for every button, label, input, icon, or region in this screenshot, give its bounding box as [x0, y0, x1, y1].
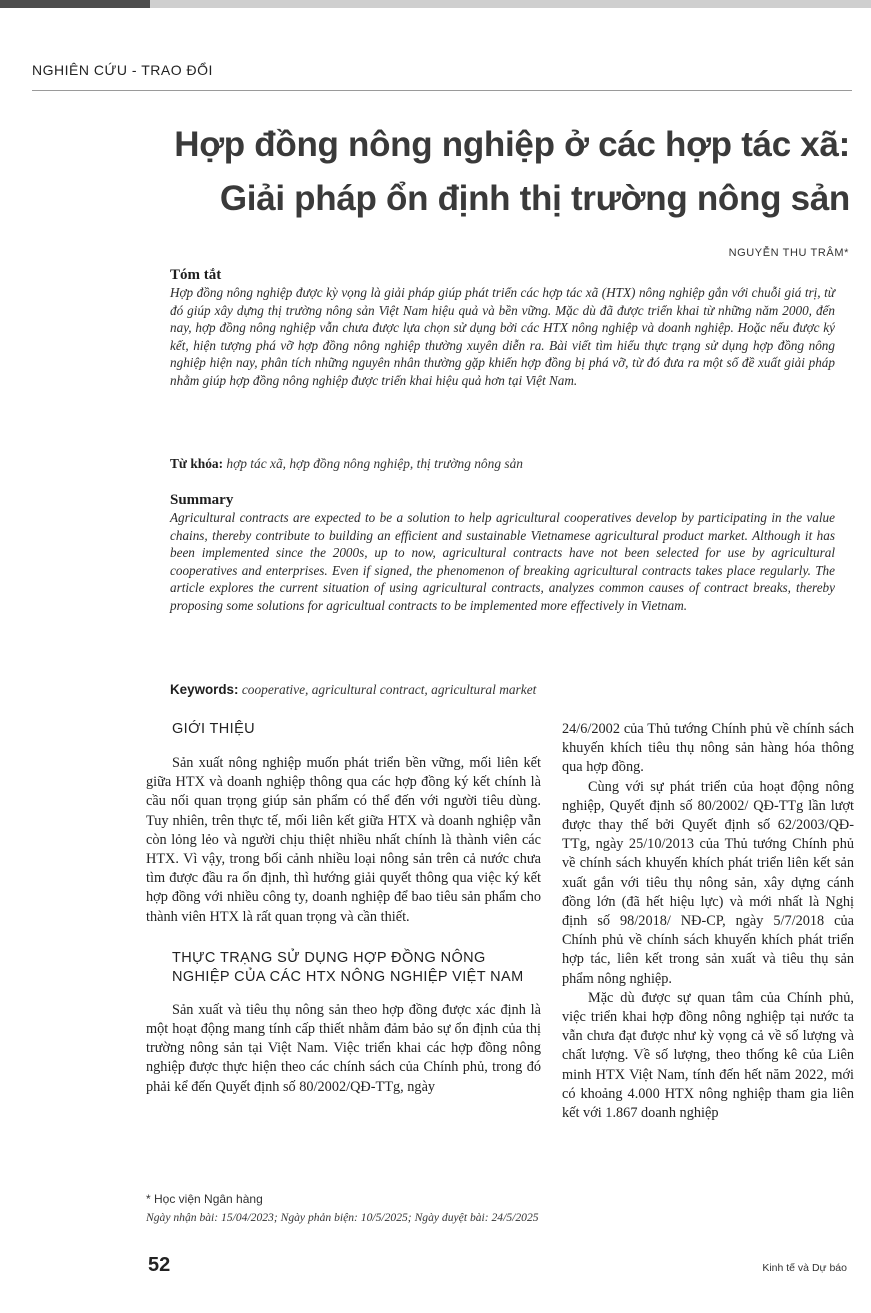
- right-paragraph-2: Cùng với sự phát triển của hoạt động nông nghiệp, Quyết định số 80/2002/ QĐ-TTg lần lượt được thay thế bởi Quyết định số 62/2003/QĐ-TTg, ngày 25/10/2013 của Thủ tướng Chính phủ về chính sách khuyến khích phát triển liên kết sản xuất gắn với tiêu thụ nông sản, xây dựng cánh đồng lớn (đã hết hiệu lực) và mới nhất là Nghị định số 98/2018/ NĐ-CP, ngày 5/7/2018 của Chính phủ về chính sách khuyến khích phát triển hợp tác, liên kết trong sản xuất và tiêu thụ sản phẩm nông nghiệp.: [562, 778, 854, 987]
- author-affiliation-footnote: * Học viện Ngân hàng: [146, 1192, 263, 1206]
- abstract-vi: [170, 266, 835, 390]
- keywords-vi: [170, 455, 835, 472]
- title-line-2: Giải pháp ổn định thị trường nông sản: [219, 179, 850, 218]
- abstract-vi-heading: Tóm tắt: [170, 267, 222, 283]
- section-label: NGHIÊN CỨU - TRAO ĐỔI: [32, 62, 213, 78]
- article-title: [30, 118, 850, 226]
- keywords-vi-text: hợp tác xã, hợp đồng nông nghiệp, thị trường nông sản: [226, 456, 523, 471]
- status-heading-line-1: THỰC TRẠNG SỬ DỤNG HỢP ĐỒNG NÔNG: [172, 949, 486, 966]
- keywords-en-text: cooperative, agricultural contract, agricultural market: [241, 682, 537, 697]
- title-line-1: Hợp đồng nông nghiệp ở các hợp tác xã:: [174, 125, 850, 164]
- keywords-vi-label: Từ khóa:: [170, 456, 224, 471]
- status-paragraph: Sản xuất và tiêu thụ nông sản theo hợp đồng được xác định là một hoạt động mang tính cấp thiết nhằm đảm bảo sự ổn định của thị trường nông sản tại Việt Nam. Việc triển khai các hợp đồng nông nghiệp được thực hiện theo các chính sách của Chính phủ, trong đó phải kể đến Quyết định số 80/2002/QĐ-TTg, ngày: [146, 1001, 541, 1095]
- page-number: 52: [148, 1254, 171, 1276]
- abstract-en-text: Agricultural contracts are expected to be a solution to help agricultural cooperatives develop by participating in the value chains, thereby contribute to building an efficient and sustainable Vietnamese agricultural product market. Although it has been implemented since the 2000s, up to now, agricultural contracts have not been selected for use by agricultural cooperatives and enterprises. Even if signed, the phenomenon of breaking agricultural contracts takes place regularly. The article explores the current situation of using agricultural contracts, analyzes common causes of contract breaks, thereby proposing some solutions for agricultual contracts to be implemented more effectively in Vietnam.: [170, 510, 835, 613]
- keywords-en-label: Keywords:: [170, 682, 239, 697]
- journal-name: Kinh tế và Dự báo: [762, 1262, 847, 1274]
- right-paragraph-1: 24/6/2002 của Thủ tướng Chính phủ về chính sách khuyến khích tiêu thụ nông sản hàng hóa thông qua hợp đồng.: [562, 721, 854, 776]
- abstract-vi-text: Hợp đồng nông nghiệp được kỳ vọng là giải pháp giúp phát triển các hợp tác xã (HTX) nông nghiệp gắn với chuỗi giá trị, từ đó giúp xây dựng thị trường nông sản Việt Nam hiệu quả và bền vững. Mặc dù đã được triển khai từ những năm 2000, đến nay, hợp đồng nông nghiệp vẫn chưa được lựa chọn sử dụng bởi các HTX nông nghiệp và doanh nghiệp. Hoặc nếu được ký kết, hiện tượng phá vỡ hợp đồng nông nghiệp thường xuyên diễn ra. Bài viết tìm hiểu thực trạng sử dụng hợp đồng nông nghiệp hiện nay, phân tích những nguyên nhân thường gặp khiến hợp đồng bị phá vỡ, từ đó đưa ra một số đề xuất giải pháp nhằm giúp hợp đồng nông nghiệp được triển khai hiệu quả hơn tại Việt Nam.: [170, 285, 835, 388]
- status-heading-line-2: NGHIỆP CỦA CÁC HTX NÔNG NGHIỆP VIỆT NAM: [172, 968, 524, 985]
- keywords-en: [170, 681, 835, 698]
- intro-heading: GIỚI THIỆU: [172, 721, 256, 737]
- abstract-en-heading: Summary: [170, 492, 234, 508]
- top-dark-bar: [0, 0, 150, 8]
- left-column: [146, 720, 541, 1097]
- right-paragraph-3: Mặc dù được sự quan tâm của Chính phủ, việc triển khai hợp đồng nông nghiệp tại nước ta vẫn chưa đạt được như kỳ vọng cả về số lượng và chất lượng. Về số lượng, theo thống kê của Liên minh HTX Việt Nam, tính đến hết năm 2022, mới có khoảng 4.000 HTX nông nghiệp tham gia liên kết với 1.867 doanh nghiệp: [562, 989, 854, 1122]
- author-name: NGUYỄN THU TRÂM*: [728, 247, 849, 259]
- section-divider: [32, 90, 852, 91]
- submission-dates: Ngày nhận bài: 15/04/2023; Ngày phản biện: 10/5/2025; Ngày duyệt bài: 24/5/2025: [146, 1211, 539, 1224]
- right-column: [562, 720, 854, 1123]
- intro-paragraph: Sản xuất nông nghiệp muốn phát triển bền vững, mối liên kết giữa HTX và doanh nghiệp thông qua các hợp đồng ký kết chính là cầu nối quan trọng giúp sản phẩm có thể đến với người tiêu dùng. Tuy nhiên, trên thực tế, mối liên kết giữa HTX và doanh nghiệp vẫn còn lỏng lẻo và người chịu thiệt nhiều nhất chính là thành viên các HTX. Vì vậy, trong bối cảnh nhiều loại nông sản trên cả nước chưa tìm được đầu ra ổn định, thì hướng giải quyết thông qua việc ký kết hợp đồng với nhiều công ty, doanh nghiệp để bao tiêu sản phẩm cho thành viên HTX là rất quan trọng và cần thiết.: [146, 755, 541, 925]
- abstract-en: [170, 491, 835, 615]
